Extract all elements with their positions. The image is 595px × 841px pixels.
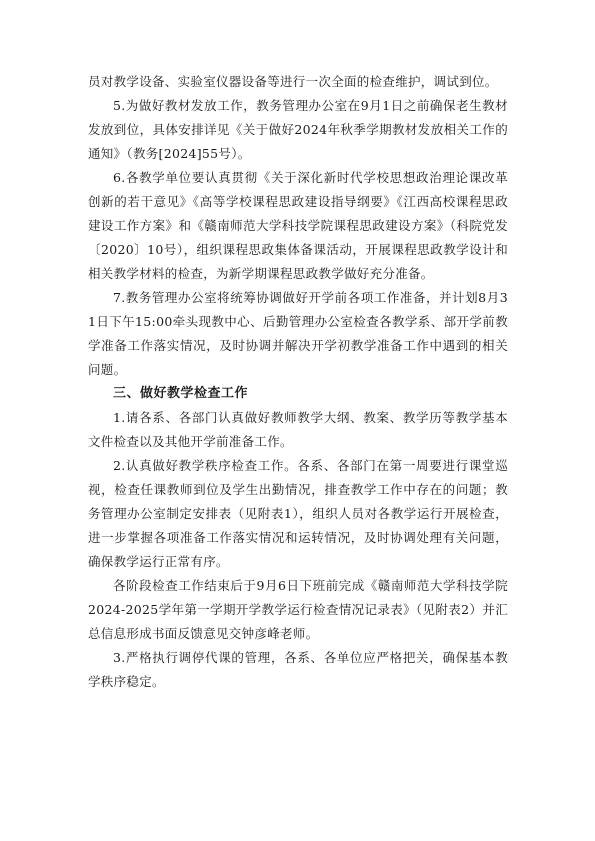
document-page xyxy=(88,70,508,694)
paragraph-continuation: 员对教学设备、实验室仪器设备等进行一次全面的检查维护，调试到位。 xyxy=(88,74,498,89)
paragraph-item-5: 5.为做好教材发放工作，教务管理办公室在9月1日之前确保老生教材发放到位，具体安排详见《关于做好2024年秋季学期教材发放相关工作的通知》（教务[2024]55号）。 xyxy=(88,98,508,161)
paragraph-check-summary: 各阶段检查工作结束后于9月6日下班前完成《赣南师范大学科技学院2024-2025学年第一学期开学教学运行检查情况记录表》（见附表2）并汇总信息形成书面反馈意见交钟彦峰老师。 xyxy=(88,578,508,641)
paragraph-check-2: 2.认真做好教学秩序检查工作。各系、各部门在第一周要进行课堂巡视，检查任课教师到位及学生出勤情况，排查教学工作中存在的问题；教务管理办公室制定安排表（见附表1），组织人员对各教学运行开展检查，进一步掌握各项准备工作落实情况和运转情况，及时协调处理有关问题，确保教学运行正常有序。 xyxy=(88,458,508,569)
paragraph-item-6: 6.各教学单位要认真贯彻《关于深化新时代学校思想政治理论课改革创新的若干意见》《高等学校课程思政建设指导纲要》《江西高校课程思政建设工作方案》和《赣南师范大学科技学院课程思政建设方案》（科院党发〔2020〕10号），组织课程思政集体备课活动，开展课程思政教学设计和相关教学材料的检查，为新学期课程思政教学做好充分准备。 xyxy=(88,170,508,281)
section-heading-3: 三、做好教学检查工作 xyxy=(113,386,249,401)
paragraph-check-1: 1.请各系、各部门认真做好教师教学大纲、教案、教学历等教学基本文件检查以及其他开学前准备工作。 xyxy=(88,410,508,449)
paragraph-item-7: 7.教务管理办公室将统筹协调做好开学前各项工作准备，并计划8月31日下午15:00牵头现教中心、后勤管理办公室检查各教学系、部开学前教学准备工作落实情况，及时协调并解决开学初教学准备工作中遇到的相关问题。 xyxy=(88,290,508,377)
paragraph-check-3: 3.严格执行调停代课的管理，各系、各单位应严格把关，确保基本教学秩序稳定。 xyxy=(88,650,508,689)
